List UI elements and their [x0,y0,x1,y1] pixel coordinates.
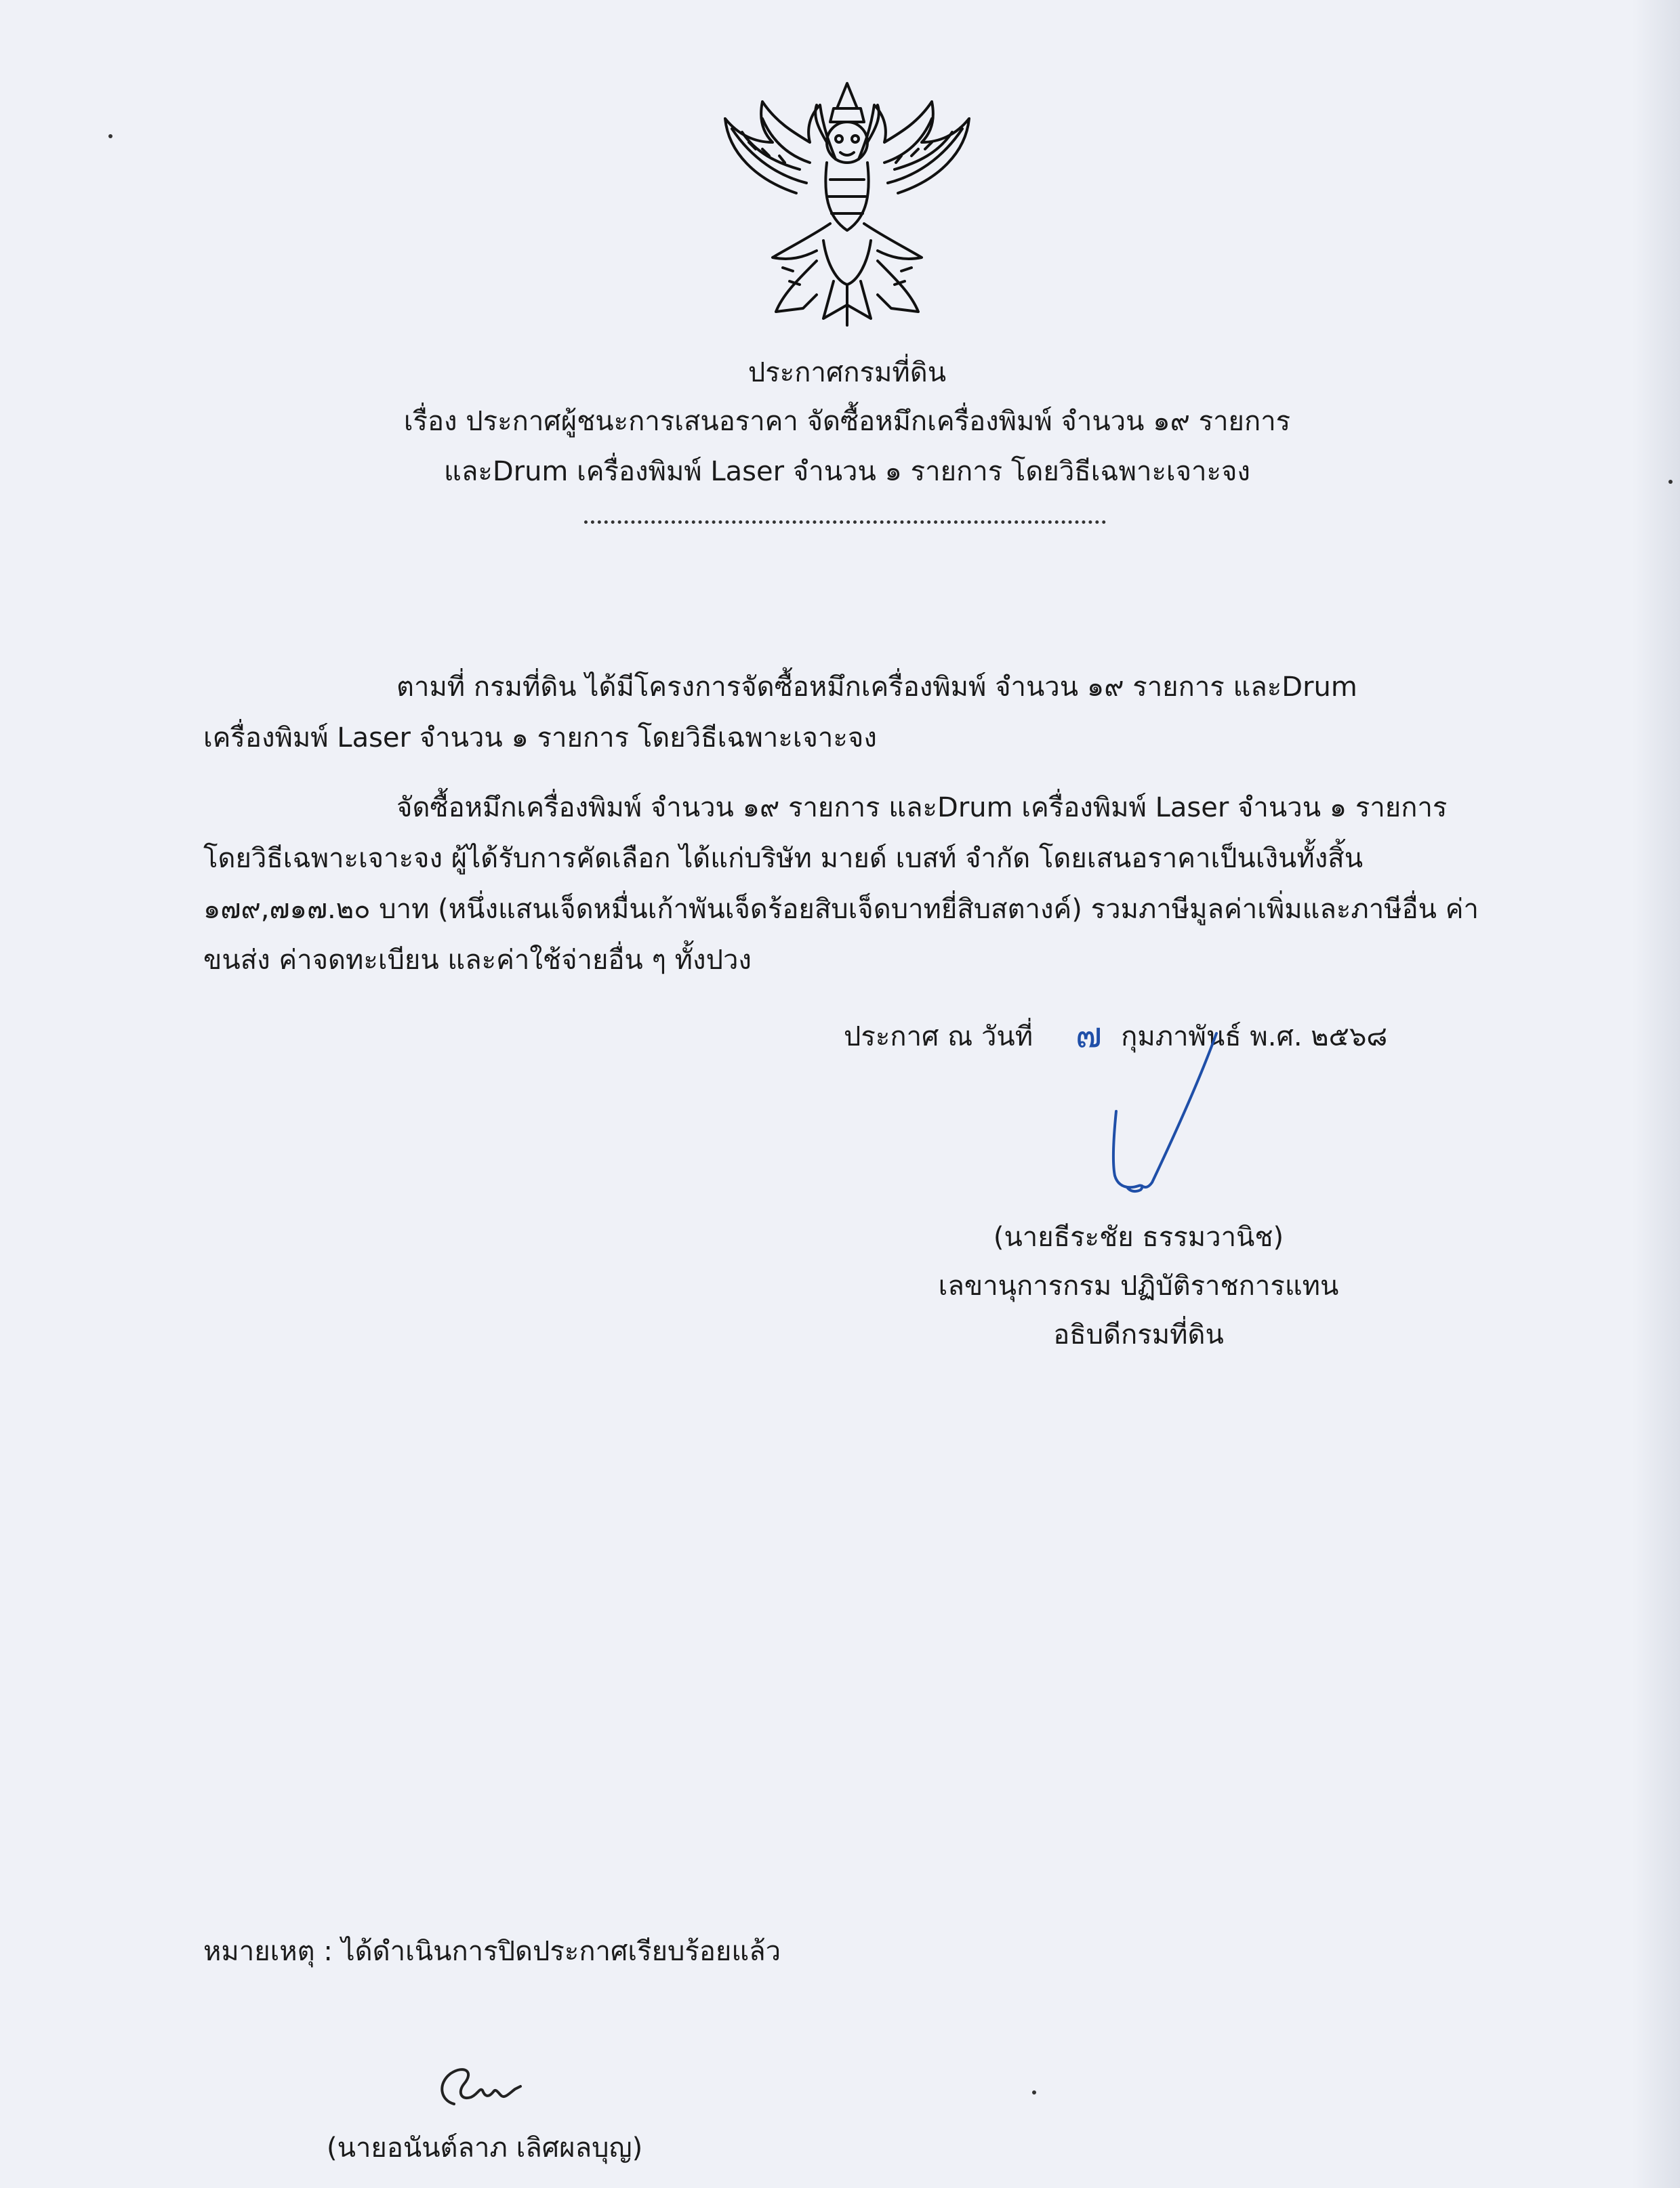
paragraph-1 [203,662,1488,764]
scan-speck [1032,2090,1036,2094]
scan-speck [108,134,112,138]
document-title: ประกาศกรมที่ดิน [747,357,947,388]
scan-speck [1668,480,1673,484]
announce-date-prefix: ประกาศ ณ วันที่ [844,1021,1033,1052]
note: หมายเหตุ : ได้ดำเนินการปิดประกาศเรียบร้อยแล้ว [203,1936,781,1967]
document-subject-line-2: และDrum เครื่องพิมพ์ Laser จำนวน ๑ รายการ โดยวิธีเฉพาะเจาะจง [444,456,1250,487]
signer-name: (นายธีระชัย ธรรมวานิช) [993,1222,1284,1253]
director-signature [1088,1030,1237,1196]
handwritten-day-text: ๗ [1075,1015,1103,1056]
page-edge-shadow [1633,0,1680,2188]
staff-signature [434,2063,525,2118]
signer-position-1: เลขานุการกรม ปฏิบัติราชการแทน [938,1271,1339,1302]
signer-position-2: อธิบดีกรมที่ดิน [1053,1319,1224,1350]
staff-name: (นายอนันต์ลาภ เลิศผลบุญ) [327,2132,643,2164]
dotted-separator [584,520,1106,524]
garuda-emblem-icon [715,78,979,329]
paragraph-2 [203,783,1488,986]
announce-month-year: กุมภาพันธ์ พ.ศ. ๒๕๖๘ [1121,1021,1388,1052]
paragraph-1-text: ตามที่ กรมที่ดิน ได้มีโครงการจัดซื้อหมึกเครื่องพิมพ์ จำนวน ๑๙ รายการ และDrum เครื่องพิมพ์ Laser จำนวน ๑ รายการ โดยวิธีเฉพาะเจาะจง [203,672,1357,754]
document-subject-line-1: เรื่อง ประกาศผู้ชนะการเสนอราคา จัดซื้อหมึกเครื่องพิมพ์ จำนวน ๑๙ รายการ [403,406,1291,437]
paragraph-2-text: จัดซื้อหมึกเครื่องพิมพ์ จำนวน ๑๙ รายการ และDrum เครื่องพิมพ์ Laser จำนวน ๑ รายการ โดยวิธีเฉพาะเจาะจง ผู้ได้รับการคัดเลือก ได้แก่บริษัท มายด์ เบสท์ จำกัด โดยเสนอราคาเป็นเงินทั้งสิ้น ๑๗๙,๗๑๗.๒๐ บาท (หนึ่งแสนเจ็ดหมื่นเก้าพันเจ็ดร้อยสิบเจ็ดบาทยี่สิบสตางค์) รวมภาษีมูลค่าเพิ่มและภาษีอื่น ค่าขนส่ง ค่าจดทะเบียน และค่าใช้จ่ายอื่น ๆ ทั้งปวง [203,792,1479,976]
signer-block [901,1213,1376,1359]
